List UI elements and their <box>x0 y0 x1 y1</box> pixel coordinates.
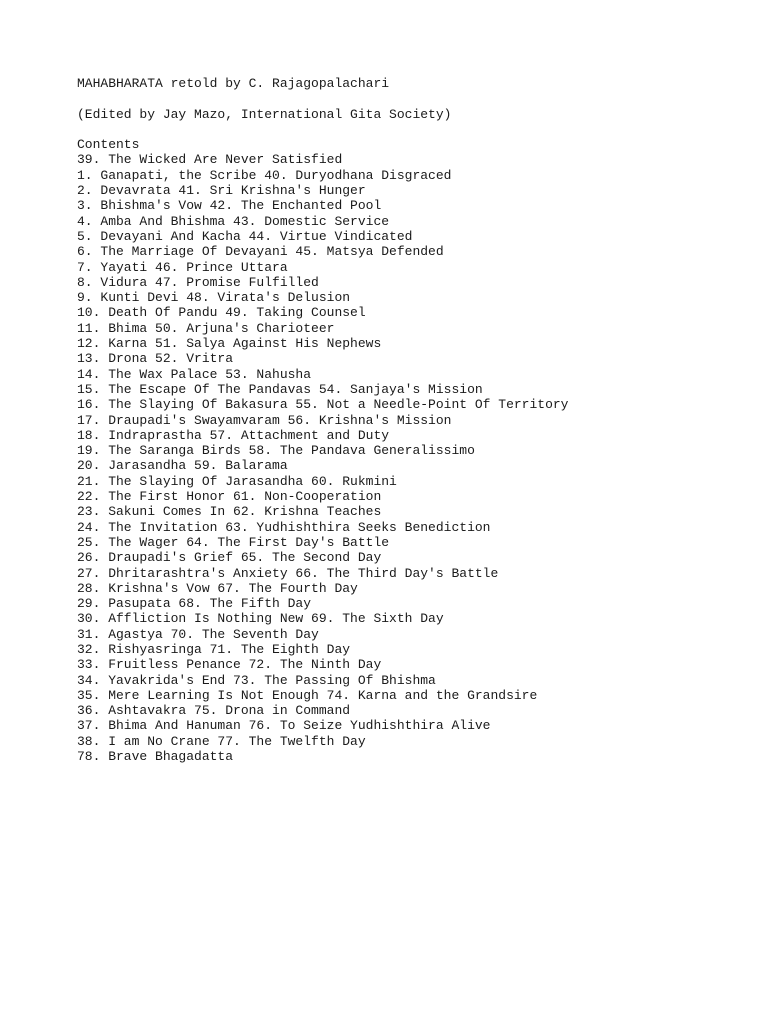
contents-line: 5. Devayani And Kacha 44. Virtue Vindicated <box>77 228 413 244</box>
document-subtitle: (Edited by Jay Mazo, International Gita Society) <box>77 106 452 122</box>
contents-line: 18. Indraprastha 57. Attachment and Duty <box>77 427 390 443</box>
contents-line: 27. Dhritarashtra's Anxiety 66. The Third Day's Battle <box>77 565 499 581</box>
contents-line: 3. Bhishma's Vow 42. The Enchanted Pool <box>77 198 382 214</box>
contents-line: 15. The Escape Of The Pandavas 54. Sanjaya's Mission <box>77 381 483 397</box>
contents-line: 8. Vidura 47. Promise Fulfilled <box>77 274 319 290</box>
contents-line: 2. Devavrata 41. Sri Krishna's Hunger <box>77 183 366 199</box>
contents-line: 14. The Wax Palace 53. Nahusha <box>77 366 312 382</box>
contents-line: 17. Draupadi's Swayamvaram 56. Krishna's Mission <box>77 412 452 428</box>
contents-line: 7. Yayati 46. Prince Uttara <box>77 259 288 275</box>
contents-line: 4. Amba And Bhishma 43. Domestic Service <box>77 213 390 229</box>
contents-line: 25. The Wager 64. The First Day's Battle <box>77 534 390 550</box>
contents-line: 32. Rishyasringa 71. The Eighth Day <box>77 641 351 657</box>
contents-line: 36. Ashtavakra 75. Drona in Command <box>77 703 351 719</box>
contents-line: 19. The Saranga Birds 58. The Pandava Generalissimo <box>77 443 475 459</box>
document-title: MAHABHARATA retold by C. Rajagopalachari <box>77 76 390 91</box>
contents-line: 78. Brave Bhagadatta <box>77 749 234 765</box>
contents-line: 34. Yavakrida's End 73. The Passing Of Bhishma <box>77 672 436 688</box>
contents-line: 33. Fruitless Penance 72. The Ninth Day <box>77 657 382 673</box>
contents-line: 9. Kunti Devi 48. Virata's Delusion <box>77 290 351 306</box>
contents-line: 28. Krishna's Vow 67. The Fourth Day <box>77 580 358 596</box>
contents-line: 37. Bhima And Hanuman 76. To Seize Yudhishthira Alive <box>77 718 491 734</box>
contents-line: 39. The Wicked Are Never Satisfied <box>77 152 343 168</box>
contents-heading: Contents <box>77 137 140 153</box>
contents-line: 10. Death Of Pandu 49. Taking Counsel <box>77 305 366 321</box>
contents-line: 31. Agastya 70. The Seventh Day <box>77 626 319 642</box>
contents-list <box>77 152 748 764</box>
contents-line: 1. Ganapati, the Scribe 40. Duryodhana Disgraced <box>77 167 452 183</box>
contents-line: 38. I am No Crane 77. The Twelfth Day <box>77 733 366 749</box>
contents-line: 11. Bhima 50. Arjuna's Charioteer <box>77 320 335 336</box>
contents-line: 30. Affliction Is Nothing New 69. The Sixth Day <box>77 611 444 627</box>
contents-line: 23. Sakuni Comes In 62. Krishna Teaches <box>77 504 382 520</box>
contents-line: 16. The Slaying Of Bakasura 55. Not a Needle-Point Of Territory <box>77 397 569 413</box>
contents-line: 6. The Marriage Of Devayani 45. Matsya Defended <box>77 244 444 260</box>
contents-line: 13. Drona 52. Vritra <box>77 351 234 367</box>
contents-line: 20. Jarasandha 59. Balarama <box>77 458 288 474</box>
contents-line: 29. Pasupata 68. The Fifth Day <box>77 596 312 612</box>
contents-line: 12. Karna 51. Salya Against His Nephews <box>77 336 382 352</box>
document-page <box>77 76 748 764</box>
contents-line: 21. The Slaying Of Jarasandha 60. Rukmini <box>77 473 397 489</box>
contents-line: 35. Mere Learning Is Not Enough 74. Karna and the Grandsire <box>77 687 538 703</box>
contents-line: 26. Draupadi's Grief 65. The Second Day <box>77 550 382 566</box>
contents-line: 24. The Invitation 63. Yudhishthira Seeks Benediction <box>77 519 491 535</box>
contents-line: 22. The First Honor 61. Non-Cooperation <box>77 489 382 505</box>
